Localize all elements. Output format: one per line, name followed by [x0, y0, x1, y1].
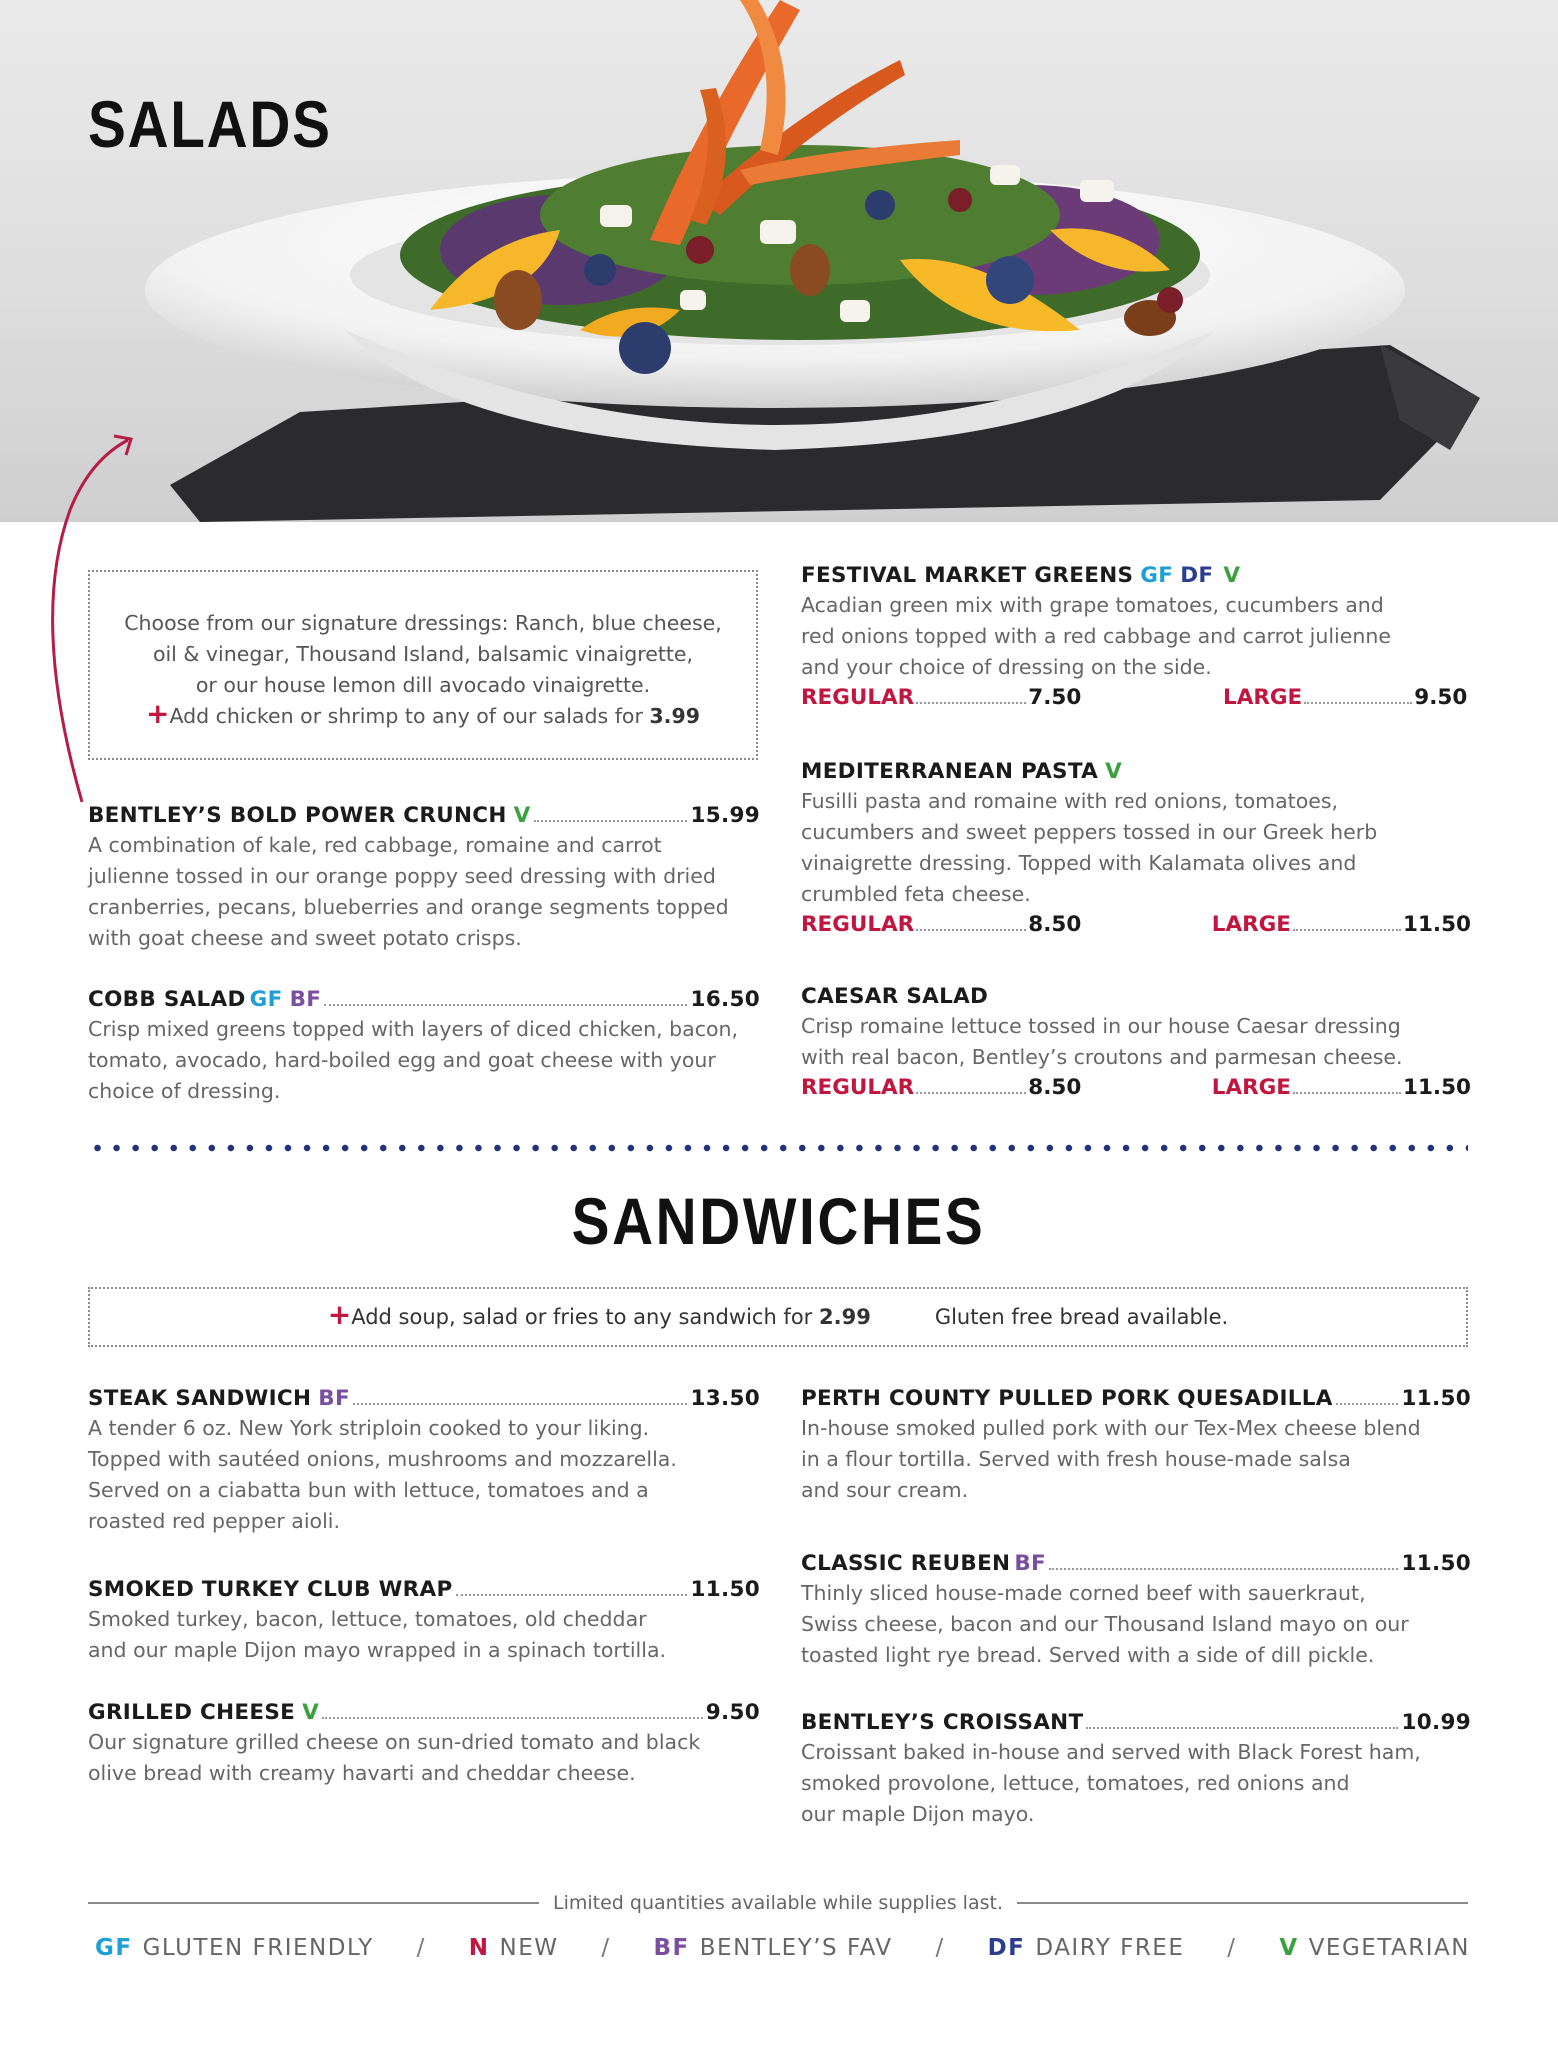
- rule-line: [88, 1902, 539, 1904]
- regular-price: 8.50: [1028, 1075, 1082, 1100]
- item-price: 11.50: [690, 1577, 760, 1602]
- legend-abbr: DF: [987, 1935, 1026, 1961]
- large-size: [1223, 685, 1467, 710]
- gluten-free-note: Gluten free bread available.: [934, 1305, 1229, 1329]
- item-name: MEDITERRANEAN PASTA: [801, 759, 1099, 784]
- item-name: COBB SALAD: [88, 987, 246, 1012]
- large-price: 11.50: [1402, 1075, 1471, 1100]
- desc-line: smoked provolone, lettuce, tomatoes, red onions and: [801, 1771, 1350, 1795]
- legend-label: BENTLEY’S FAV: [699, 1935, 893, 1961]
- item-price: 11.50: [1401, 1551, 1471, 1576]
- add-side-line: [327, 1298, 871, 1331]
- desc-line: Topped with sautéed onions, mushrooms and mozzarella.: [88, 1447, 677, 1471]
- desc-line: Fusilli pasta and romaine with red onions, tomatoes,: [801, 789, 1339, 813]
- legend-item-vegetarian: [1279, 1935, 1470, 1961]
- legend-item-bentleys-fav: [654, 1935, 893, 1961]
- menu-item: [801, 759, 1471, 937]
- item-price: 9.50: [705, 1700, 760, 1725]
- regular-size: [801, 685, 1223, 710]
- item-name: GRILLED CHEESE: [88, 1700, 296, 1725]
- add-protein-price: 3.99: [649, 704, 701, 728]
- legend-separator: /: [601, 1935, 611, 1961]
- tag-vegetarian: V: [513, 803, 531, 828]
- desc-line: A combination of kale, red cabbage, romaine and carrot: [88, 833, 662, 857]
- leader-dots: [1336, 1403, 1399, 1405]
- item-description: [801, 1578, 1471, 1671]
- desc-line: Swiss cheese, bacon and our Thousand Island mayo on our: [801, 1612, 1409, 1636]
- desc-line: Served on a ciabatta bun with lettuce, tomatoes and a: [88, 1478, 649, 1502]
- item-price: 10.99: [1401, 1710, 1471, 1735]
- desc-line: Smoked turkey, bacon, lettuce, tomatoes, old cheddar: [88, 1607, 647, 1631]
- item-description: [88, 1727, 760, 1789]
- size-prices: [801, 1075, 1471, 1100]
- size-prices: [801, 912, 1471, 937]
- desc-line: toasted light rye bread. Served with a side of dill pickle.: [801, 1643, 1375, 1667]
- sandwiches-title: [0, 1183, 1558, 1259]
- item-price: 15.99: [690, 803, 760, 828]
- desc-line: Croissant baked in-house and served with Black Forest ham,: [801, 1740, 1421, 1764]
- leader-dots: [1049, 1568, 1398, 1570]
- tag-vegetarian: V: [1105, 759, 1123, 784]
- item-name: STEAK SANDWICH: [88, 1386, 312, 1411]
- item-name: BENTLEY’S BOLD POWER CRUNCH: [88, 803, 507, 828]
- leader-dots: [1293, 1092, 1401, 1094]
- plus-icon: +: [145, 697, 170, 730]
- desc-line: tomato, avocado, hard-boiled egg and goat cheese with your: [88, 1048, 716, 1072]
- desc-line: and our maple Dijon mayo wrapped in a spinach tortilla.: [88, 1638, 667, 1662]
- dressing-note-box: [88, 570, 758, 760]
- menu-item: [88, 987, 760, 1107]
- add-side-price: 2.99: [819, 1305, 871, 1329]
- regular-label: REGULAR: [801, 1075, 915, 1100]
- desc-line: choice of dressing.: [88, 1079, 281, 1103]
- item-name: PERTH COUNTY PULLED PORK QUESADILLA: [801, 1386, 1333, 1411]
- legend-label: NEW: [499, 1935, 559, 1961]
- legend-abbr: N: [468, 1935, 490, 1961]
- large-size: [1212, 1075, 1471, 1100]
- desc-line: and sour cream.: [801, 1478, 969, 1502]
- regular-size: [801, 1075, 1212, 1100]
- size-prices: [801, 685, 1471, 710]
- leader-dots: [1304, 702, 1412, 704]
- desc-line: A tender 6 oz. New York striploin cooked to your liking.: [88, 1416, 650, 1440]
- salad-bowl-photo: [0, 0, 1558, 522]
- menu-item: [801, 1386, 1471, 1506]
- menu-item: [801, 1710, 1471, 1830]
- leader-dots: [456, 1594, 688, 1596]
- desc-line: vinaigrette dressing. Topped with Kalamata olives and: [801, 851, 1357, 875]
- item-description: [88, 830, 760, 954]
- desc-line: our maple Dijon mayo.: [801, 1802, 1035, 1826]
- legend-label: GLUTEN FRIENDLY: [142, 1935, 374, 1961]
- tag-bentleys-fav: BF: [289, 987, 322, 1012]
- add-side-text: Add soup, salad or fries to any sandwich for: [351, 1305, 813, 1329]
- regular-price: 8.50: [1028, 912, 1082, 937]
- item-price: 16.50: [690, 987, 760, 1012]
- desc-line: with goat cheese and sweet potato crisps.: [88, 926, 522, 950]
- regular-label: REGULAR: [801, 912, 915, 937]
- legend-separator: /: [416, 1935, 426, 1961]
- salads-title: SALADS: [88, 87, 332, 161]
- item-price: 11.50: [1401, 1386, 1471, 1411]
- tag-vegetarian: V: [302, 1700, 320, 1725]
- legend-label: DAIRY FREE: [1035, 1935, 1185, 1961]
- desc-line: Acadian green mix with grape tomatoes, cucumbers and: [801, 593, 1384, 617]
- add-protein-line: [90, 697, 756, 732]
- tag-bentleys-fav: BF: [318, 1386, 350, 1411]
- desc-line: and your choice of dressing on the side.: [801, 655, 1212, 679]
- menu-item: [801, 984, 1471, 1100]
- legend-abbr: BF: [653, 1935, 690, 1961]
- item-description: [801, 1413, 1471, 1506]
- item-description: [801, 786, 1471, 910]
- leader-dots: [1086, 1727, 1398, 1729]
- item-price: 13.50: [690, 1386, 760, 1411]
- leader-dots: [916, 702, 1026, 704]
- desc-line: cucumbers and sweet peppers tossed in our Greek herb: [801, 820, 1378, 844]
- desc-line: Thinly sliced house-made corned beef with sauerkraut,: [801, 1581, 1366, 1605]
- hero-banner: [0, 0, 1558, 522]
- legend-abbr: GF: [95, 1935, 133, 1961]
- tag-gluten-friendly: GF: [249, 987, 283, 1012]
- item-description: [88, 1413, 760, 1537]
- desc-line: crumbled feta cheese.: [801, 882, 1031, 906]
- dressing-line: or our house lemon dill avocado vinaigrette.: [195, 673, 651, 697]
- item-description: [801, 1737, 1471, 1830]
- leader-dots: [916, 1092, 1026, 1094]
- menu-item: [88, 1577, 760, 1666]
- limited-quantities-note: [88, 1892, 1468, 1914]
- desc-line: roasted red pepper aioli.: [88, 1509, 340, 1533]
- leader-dots: [322, 1717, 703, 1719]
- desc-line: olive bread with creamy havarti and cheddar cheese.: [88, 1761, 636, 1785]
- desc-line: with real bacon, Bentley’s croutons and parmesan cheese.: [801, 1045, 1403, 1069]
- rule-line: [1017, 1902, 1468, 1904]
- limited-text: Limited quantities available while supplies last.: [553, 1892, 1003, 1914]
- menu-item: [88, 1700, 760, 1789]
- legend-separator: /: [1227, 1935, 1237, 1961]
- regular-size: [801, 912, 1212, 937]
- leader-dots: [916, 929, 1026, 931]
- menu-item: [801, 1551, 1471, 1671]
- desc-line: red onions topped with a red cabbage and carrot julienne: [801, 624, 1391, 648]
- menu-item: [801, 563, 1471, 710]
- item-name: SMOKED TURKEY CLUB WRAP: [88, 1577, 453, 1602]
- desc-line: in a flour tortilla. Served with fresh house-made salsa: [801, 1447, 1351, 1471]
- legend-abbr: V: [1279, 1935, 1299, 1961]
- legend-separator: /: [935, 1935, 945, 1961]
- leader-dots: [324, 1004, 687, 1006]
- tag-vegetarian: V: [1223, 563, 1241, 588]
- item-name: CLASSIC REUBEN: [801, 1551, 1011, 1576]
- large-label: LARGE: [1223, 685, 1303, 710]
- menu-item: [88, 803, 760, 954]
- desc-line: In-house smoked pulled pork with our Tex-Mex cheese blend: [801, 1416, 1421, 1440]
- item-name: FESTIVAL MARKET GREENS: [801, 563, 1134, 588]
- desc-line: Crisp mixed greens topped with layers of diced chicken, bacon,: [88, 1017, 739, 1041]
- legend-label: VEGETARIAN: [1308, 1935, 1470, 1961]
- desc-line: julienne tossed in our orange poppy seed dressing with dried: [88, 864, 716, 888]
- desc-line: cranberries, pecans, blueberries and orange segments topped: [88, 895, 729, 919]
- large-label: LARGE: [1211, 912, 1291, 937]
- item-description: [801, 590, 1471, 683]
- sandwiches-title-text: SANDWICHES: [572, 1184, 986, 1258]
- sandwich-note-box: [88, 1287, 1468, 1347]
- dressing-line: oil & vinegar, Thousand Island, balsamic vinaigrette,: [152, 642, 694, 666]
- legend-item-gluten-friendly: [95, 1935, 374, 1961]
- desc-line: Our signature grilled cheese on sun-dried tomato and black: [88, 1730, 701, 1754]
- leader-dots: [353, 1403, 688, 1405]
- legend-item-new: [469, 1935, 559, 1961]
- section-divider: [88, 1144, 1468, 1152]
- leader-dots: [1293, 929, 1401, 931]
- regular-label: REGULAR: [801, 685, 915, 710]
- regular-price: 7.50: [1028, 685, 1082, 710]
- leader-dots: [534, 820, 688, 822]
- desc-line: Crisp romaine lettuce tossed in our house Caesar dressing: [801, 1014, 1401, 1038]
- legend-item-dairy-free: [988, 1935, 1185, 1961]
- item-description: [801, 1011, 1471, 1073]
- menu-item: [88, 1386, 760, 1537]
- large-label: LARGE: [1211, 1075, 1291, 1100]
- dressing-line: Choose from our signature dressings: Ranch, blue cheese,: [124, 611, 722, 635]
- plus-icon: +: [327, 1298, 352, 1331]
- item-name: CAESAR SALAD: [801, 984, 989, 1009]
- dietary-legend: [95, 1935, 1470, 1961]
- tag-bentleys-fav: BF: [1014, 1551, 1047, 1576]
- large-price: 11.50: [1402, 912, 1471, 937]
- add-protein-text: Add chicken or shrimp to any of our salads for: [169, 704, 643, 728]
- item-description: [88, 1014, 760, 1107]
- item-name: BENTLEY’S CROISSANT: [801, 1710, 1084, 1735]
- item-description: [88, 1604, 760, 1666]
- large-size: [1212, 912, 1471, 937]
- tag-gluten-friendly: GF: [1140, 563, 1174, 588]
- large-price: 9.50: [1414, 685, 1468, 710]
- tag-dairy-free: DF: [1180, 563, 1214, 588]
